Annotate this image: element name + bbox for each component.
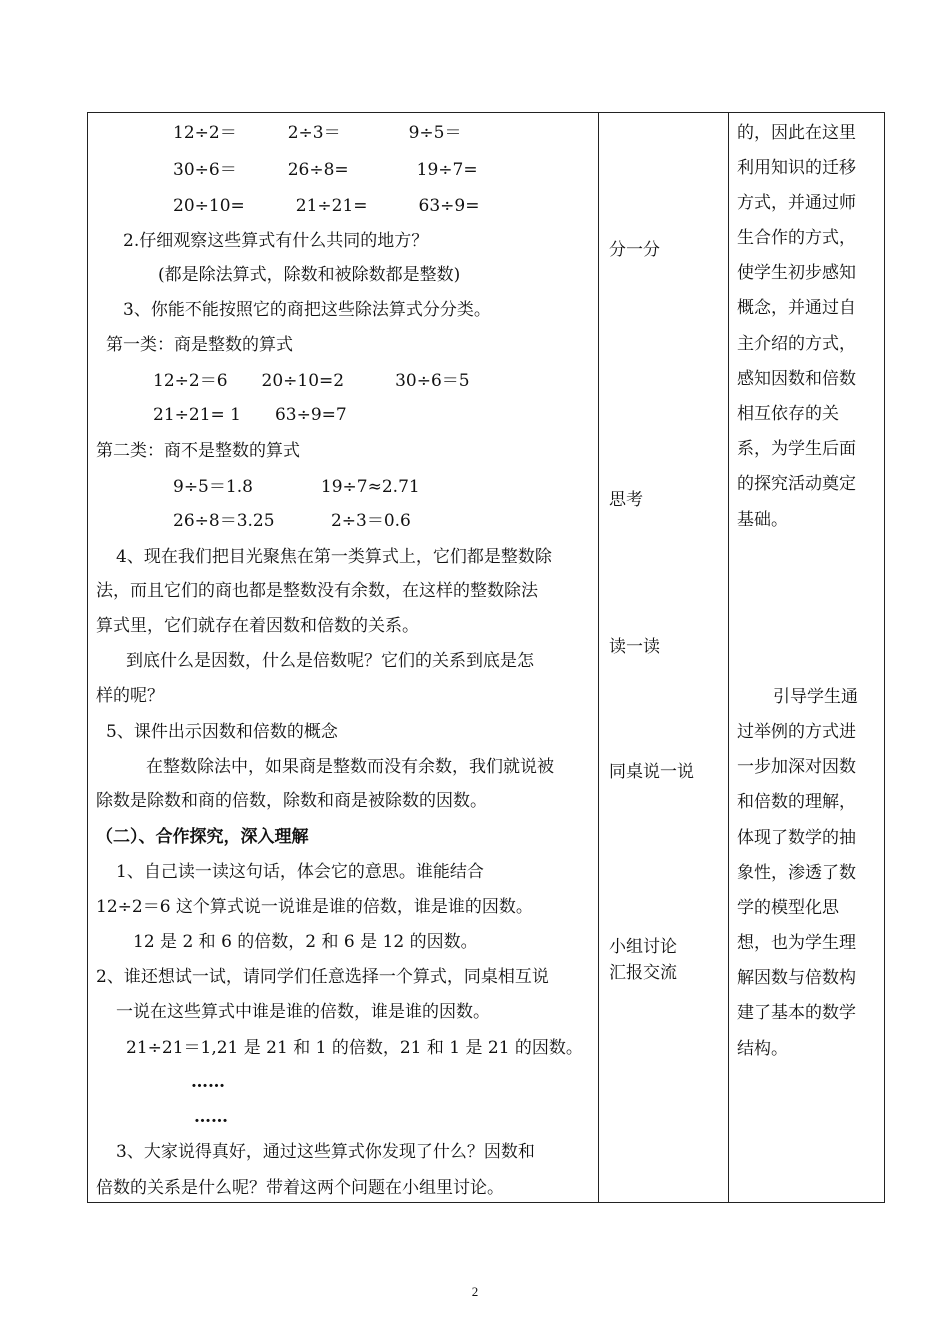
text-line: 一说在这些算式中谁是谁的倍数，谁是谁的因数。 bbox=[116, 1002, 490, 1022]
intent-line: 结构。 bbox=[737, 1039, 788, 1059]
intent-line: 和倍数的理解， bbox=[737, 792, 856, 812]
intent-line: 利用知识的迁移 bbox=[737, 158, 856, 178]
activity-item: 读一读 bbox=[609, 637, 660, 657]
text-line: 法，而且它们的商也都是整数没有余数，在这样的整数除法 bbox=[96, 581, 538, 601]
text-line: 3、你能不能按照它的商把这些除法算式分分类。 bbox=[123, 300, 491, 320]
text-line: 12÷2＝ 2÷3＝ 9÷5＝ bbox=[173, 123, 462, 143]
activity-item: 思考 bbox=[609, 490, 643, 510]
intent-line: 引导学生通 bbox=[773, 687, 858, 707]
text-line: 3、大家说得真好，通过这些算式你发现了什么？因数和 bbox=[116, 1142, 535, 1162]
text-line: 20÷10= 21÷21= 63÷9= bbox=[173, 196, 480, 216]
intent-line: 概念，并通过自 bbox=[737, 298, 856, 318]
intent-line: 的，因此在这里 bbox=[737, 123, 856, 143]
student-activity-column bbox=[599, 113, 728, 1202]
intent-line: 生合作的方式， bbox=[737, 228, 856, 248]
text-line: 第一类：商是整数的算式 bbox=[106, 335, 293, 355]
text-line: 4、现在我们把目光聚焦在第一类算式上，它们都是整数除 bbox=[116, 547, 552, 567]
activity-item: 汇报交流 bbox=[609, 963, 677, 983]
intent-line: 使学生初步感知 bbox=[737, 263, 856, 283]
text-line: 12÷2＝6 这个算式说一说谁是谁的倍数，谁是谁的因数。 bbox=[96, 897, 533, 917]
intent-line: 一步加深对因数 bbox=[737, 757, 856, 777]
text-line: 21÷21= 1 63÷9=7 bbox=[153, 405, 347, 425]
page-number: 2 bbox=[471, 1284, 479, 1299]
intent-line: 的探究活动奠定 bbox=[737, 474, 856, 494]
text-line: (都是除法算式，除数和被除数都是整数) bbox=[158, 265, 461, 285]
intent-line: 想，也为学生理 bbox=[737, 933, 856, 953]
intent-line: 方式，并通过师 bbox=[737, 193, 856, 213]
activity-item: 分一分 bbox=[609, 240, 660, 260]
text-line: 算式里，它们就存在着因数和倍数的关系。 bbox=[96, 616, 419, 636]
intent-line: 象性，渗透了数 bbox=[737, 863, 856, 883]
intent-line: 解因数与倍数构 bbox=[737, 968, 856, 988]
text-line: 12 是 2 和 6 的倍数，2 和 6 是 12 的因数。 bbox=[133, 932, 478, 952]
text-line: 5、课件出示因数和倍数的概念 bbox=[106, 722, 338, 742]
intent-line: 系，为学生后面 bbox=[737, 439, 856, 459]
text-line: 第二类：商不是整数的算式 bbox=[96, 441, 300, 461]
text-line: 到底什么是因数，什么是倍数呢？它们的关系到底是怎 bbox=[126, 651, 534, 671]
text-line: 1、自己读一读这句话，体会它的意思。谁能结合 bbox=[116, 862, 484, 882]
intent-line: 过举例的方式进 bbox=[737, 722, 856, 742]
text-line: 26÷8＝3.25 2÷3＝0.6 bbox=[173, 511, 411, 531]
intent-line: 相互依存的关 bbox=[737, 404, 839, 424]
text-line: 2、谁还想试一试，请同学们任意选择一个算式，同桌相互说 bbox=[96, 967, 549, 987]
text-line: 21÷21＝1,21 是 21 和 1 的倍数，21 和 1 是 21 的因数。 bbox=[126, 1038, 583, 1058]
intent-line: 基础。 bbox=[737, 510, 788, 530]
intent-line: 体现了数学的抽 bbox=[737, 828, 856, 848]
text-line: 除数是除数和商的倍数，除数和商是被除数的因数。 bbox=[96, 791, 487, 811]
activity-item: 小组讨论 bbox=[609, 937, 677, 957]
teaching-process-column bbox=[88, 113, 598, 1202]
ellipsis: …… bbox=[194, 1107, 228, 1127]
intent-line: 主介绍的方式， bbox=[737, 334, 856, 354]
intent-line: 学的模型化思 bbox=[737, 898, 839, 918]
intent-line: 感知因数和倍数 bbox=[737, 369, 856, 389]
text-line: 2.仔细观察这些算式有什么共同的地方？ bbox=[123, 231, 429, 251]
ellipsis: …… bbox=[191, 1072, 225, 1092]
lesson-table bbox=[87, 112, 885, 1203]
text-line: 在整数除法中，如果商是整数而没有余数，我们就说被 bbox=[146, 757, 554, 777]
intent-line: 建了基本的数学 bbox=[737, 1003, 856, 1023]
text-line: 12÷2＝6 20÷10=2 30÷6＝5 bbox=[153, 371, 470, 391]
activity-item: 同桌说一说 bbox=[609, 762, 694, 782]
text-line: 9÷5＝1.8 19÷7≈2.71 bbox=[173, 477, 420, 497]
section-heading: （二）、合作探究，深入理解 bbox=[96, 827, 309, 847]
text-line: 倍数的关系是什么呢？带着这两个问题在小组里讨论。 bbox=[96, 1178, 504, 1198]
design-intent-column bbox=[729, 113, 885, 1202]
text-line: 30÷6＝ 26÷8= 19÷7= bbox=[173, 160, 478, 180]
text-line: 样的呢？ bbox=[96, 686, 164, 706]
